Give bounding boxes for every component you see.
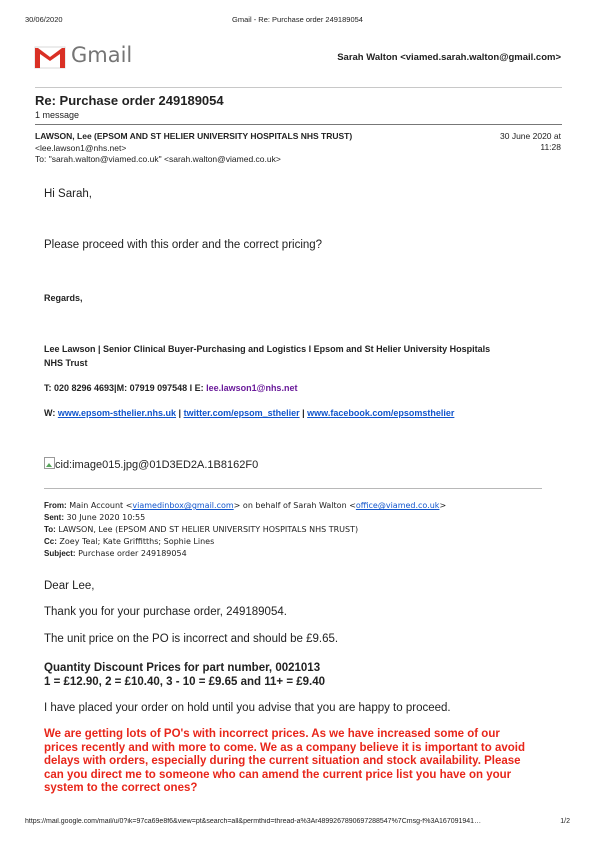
sender-name: LAWSON, Lee (EPSOM AND ST HELIER UNIVERSITY HOSPITALS NHS TRUST) [35, 131, 353, 141]
print-footer-url: https://mail.google.com/mail/u/0?ik=97ca69e8f6&view=pt&search=all&permthid=thread-a%3Ar4899267890697288547%7Cmsg-f%3A167091941… [25, 818, 482, 825]
print-page-number: 1/2 [560, 818, 570, 825]
gmail-logo[interactable] [34, 45, 134, 71]
quote-divider [44, 488, 542, 489]
message-count: 1 message [35, 110, 80, 120]
signature-title-line2: NHS Trust [44, 358, 88, 368]
gmail-logo-text: Gmail [71, 43, 133, 67]
web-separator: | [299, 408, 308, 418]
signature-web-prefix: W: [44, 408, 58, 418]
fwd-to: To: LAWSON, Lee (EPSOM AND ST HELIER UNIVERSITY HOSPITALS NHS TRUST) [44, 525, 359, 534]
forwarded-header [44, 500, 564, 560]
print-date: 30/06/2020 [25, 15, 63, 24]
fwd-from-email1[interactable]: viamedinbox@gmail.com [132, 501, 234, 510]
fwd-from-email2[interactable]: office@viamed.co.uk [355, 501, 440, 510]
price-warning-line: We are getting lots of PO's with incorrect prices. As we have increased some of our [44, 728, 500, 740]
signature-web [44, 406, 454, 420]
fwd-sent: Sent: 30 June 2020 10:55 [44, 513, 146, 522]
reply-paragraph-3: I have placed your order on hold until you advise that you are happy to proceed. [44, 702, 451, 714]
signature-phone [44, 381, 297, 395]
account-name: Sarah Walton <viamed.sarah.walton@gmail.com> [337, 52, 561, 63]
gmail-envelope-icon [34, 45, 66, 69]
broken-image [44, 457, 258, 471]
web-separator: | [176, 408, 184, 418]
price-warning-line: can you direct me to someone who can amend the current price list you have on your [44, 768, 512, 781]
signature-title [44, 342, 554, 370]
price-warning-line: delays with orders, especially during the current situation and stock availability. Please [44, 755, 521, 767]
signature-phone-text: T: 020 8296 4693|M: 07919 097548 l E: [44, 383, 207, 393]
website-link[interactable]: www.epsom-sthelier.nhs.uk [57, 408, 177, 418]
greeting: Hi Sarah, [44, 188, 92, 200]
facebook-link[interactable]: www.facebook.com/epsomsthelier [307, 408, 455, 418]
fwd-cc: Cc: Zoey Teal; Kate Griffitths; Sophie Lines [44, 537, 215, 546]
message-date-line1: 30 June 2020 at [500, 131, 561, 141]
signature-title-line1: Lee Lawson | Senior Clinical Buyer-Purchasing and Logistics l Epsom and St Helier University Hospitals [44, 344, 491, 354]
print-title: Gmail - Re: Purchase order 249189054 [232, 15, 363, 24]
fwd-from: From: Main Account <viamedinbox@gmail.com> on behalf of Sarah Walton <office@viamed.co.uk> [44, 501, 447, 510]
message-date-line2: 11:28 [540, 142, 561, 152]
subject-divider [35, 124, 562, 125]
price-warning-line: prices recently and with more to come. We as a company believe it is important to avoid [44, 741, 526, 754]
broken-image-alt: cid:image015.jpg@01D3ED2A.1B8162F0 [55, 459, 259, 471]
reply-paragraph-2: The unit price on the PO is incorrect and should be £9.65. [44, 633, 339, 645]
fwd-subject: Subject: Purchase order 249189054 [44, 549, 187, 558]
sender-email[interactable]: <lee.lawson1@nhs.net> [35, 143, 127, 153]
twitter-link[interactable]: twitter.com/epsom_sthelier [183, 408, 300, 418]
quantity-discount-prices: 1 = £12.90, 2 = £10.40, 3 - 10 = £9.65 and 11+ = £9.40 [44, 676, 326, 688]
price-warning [44, 728, 564, 796]
quantity-discount [44, 661, 325, 689]
reply-greeting: Dear Lee, [44, 580, 95, 592]
reply-paragraph-1: Thank you for your purchase order, 249189054. [44, 606, 287, 618]
broken-image-icon [44, 457, 55, 469]
signature-email-link[interactable]: lee.lawson1@nhs.net [206, 383, 298, 393]
header-divider [35, 87, 562, 88]
regards: Regards, [44, 293, 83, 303]
quantity-discount-heading: Quantity Discount Prices for part number, 0021013 [44, 662, 321, 674]
message-date [500, 131, 561, 153]
thread-subject: Re: Purchase order 249189054 [35, 93, 224, 108]
price-warning-line: system to the correct ones? [44, 782, 198, 794]
recipient-line: To: "sarah.walton@viamed.co.uk" <sarah.walton@viamed.co.uk> [35, 154, 281, 164]
message-body: Please proceed with this order and the correct pricing? [44, 239, 323, 251]
